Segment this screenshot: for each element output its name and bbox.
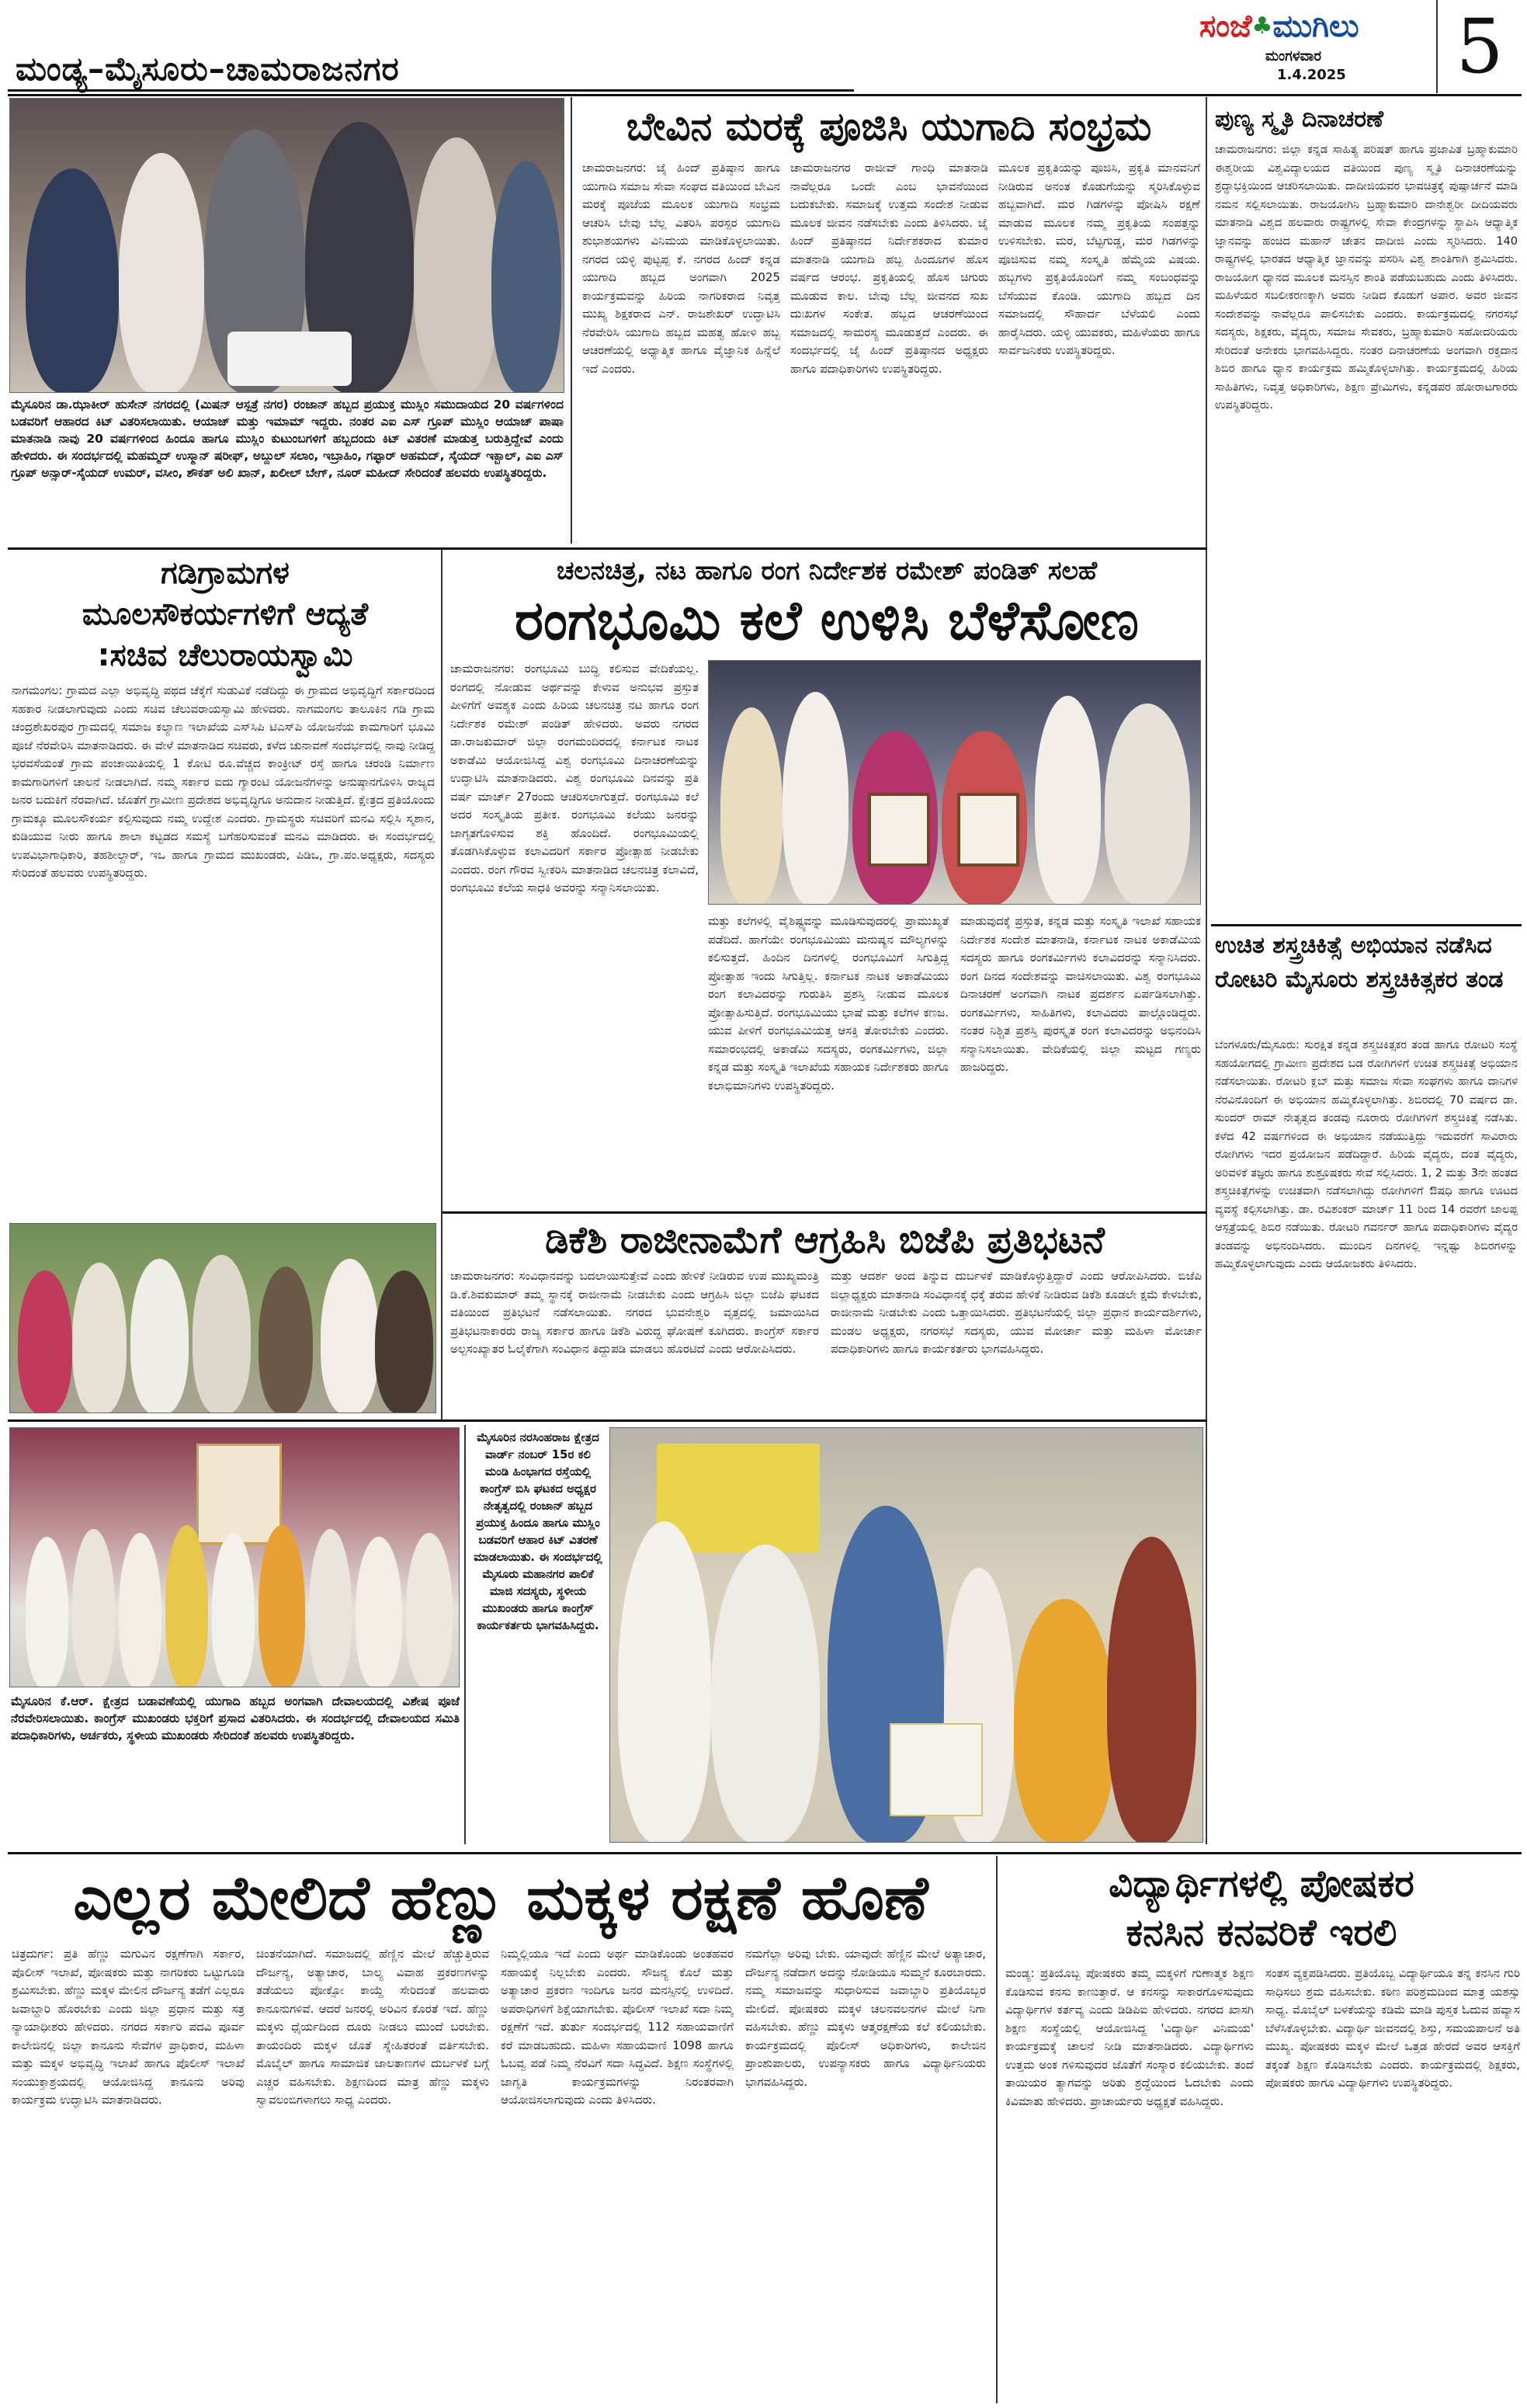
theatre-headline: ರಂಗಭೂಮಿ ಕಲೆ ಉಳಿಸಿ ಬೆಳೆಸೋಣ [514, 589, 1140, 652]
bhoomi-pooja-photo [9, 1223, 436, 1413]
village-body: ನಾಗಮಂಗಲ: ಗ್ರಾಮದ ಎಲ್ಲಾ ಅಭಿವೃದ್ಧಿ ಪಥದ ಚೆಕ್ಕೆಗೆ ಸುಡುವಿಕೆ ನಡೆದಿದ್ದು ಈ ಗ್ರಾಮದ ಅಭಿವೃದ್ಧಿಗೆ ಸರ್ಕಾರದಿಂದ ಸಹಕಾರ ನೀಡಲಾಗುವುದು ಎಂದು ಸಚಿವ ಚೆಲುವರಾಯಸ್ವಾಮಿ ಹೇಳಿದರು. ನಾಗಮಂಗಲ ತಾಲೂಕಿನ ಗಡಿ ಗ್ರಾಮ ಚಂದ್ರಶೇಖರಪುರ ಗ್ರಾಮದಲ್ಲಿ ಸಮಾಜ ಕಲ್ಯಾಣ ಇಲಾಖೆಯ ಎಸ್‌ಸಿಪಿ ಟಿಎಸ್‌ಪಿ ಯೋಜನೆಯ ಕಾಮಗಾರಿಗೆ ಭೂಮಿ ಪೂಜೆ ನೆರವೇರಿಸಿ ಮಾತನಾಡಿದರು. ಈ ವೇಳೆ ಮಾತನಾಡಿದ ಸಚಿವರು, ಕಳೆದ ಚುನಾವಣೆ ಸಂದರ್ಭದಲ್ಲಿ ನಾವು ನೀಡಿದ್ದ ಭರವಸೆಯಂತೆ ಗ್ರಾಮ ಪಂಚಾಯಿತಿಯಲ್ಲಿ 1 ಕೋಟಿ ರೂ.ವೆಚ್ಚದ ಕಾಂಕ್ರೀಟ್ ರಸ್ತೆ ಹಾಗೂ ಚರಂಡಿ ನಿರ್ಮಾಣ ಕಾಮಗಾರಿಗಳಿಗೆ ಚಾಲನೆ ನೀಡಲಾಗಿದೆ. ನಮ್ಮ ಸರ್ಕಾರ ಐದು ಗ್ಯಾರಂಟಿ ಯೋಜನೆಗಳನ್ನು ಅನುಷ್ಠಾನಗೊಳಿಸಿ ರಾಜ್ಯದ ಜನರ ಬದುಕಿಗೆ ನೆರವಾಗಿದೆ. ಜೊತೆಗೆ ಗ್ರಾಮೀಣ ಪ್ರದೇಶದ ಅಭಿವೃದ್ಧಿಗೂ ಅನುದಾನ ನೀಡುತ್ತಿದೆ. ಕ್ಷೇತ್ರದ ಪ್ರತಿಯೊಂದು ಗ್ರಾಮಕ್ಕೂ ಮೂಲಸೌಕರ್ಯ ಕಲ್ಪಿಸುವುದು ನಮ್ಮ ಉದ್ದೇಶ ಎಂದರು. ಗ್ರಾಮಸ್ಥರು ಸಚಿವರಿಗೆ ಮನವಿ ಸಲ್ಲಿಸಿ ಸ್ಮಶಾನ, ಕುಡಿಯುವ ನೀರು ಹಾಗೂ ಶಾಲಾ ಕಟ್ಟಡದ ಸಮಸ್ಯೆ ಬಗೆಹರಿಸುವಂತೆ ಮನವಿ ಮಾಡಿದರು. ಈ ಸಂದರ್ಭದಲ್ಲಿ ಉಪವಿಭಾಗಾಧಿಕಾರಿ, ತಹಶೀಲ್ದಾರ್, ಇಒ ಹಾಗೂ ಗ್ರಾಮದ ಮುಖಂಡರು, ಪಿಡಿಒ, ಗ್ರಾ.ಪಂ.ಅಧ್ಯಕ್ಷರು, ಸದಸ್ಯರು ಸೇರಿದಂತೆ ಹಲವರು ಉಪಸ್ಥಿತರಿದ್ದರು. [12, 683, 435, 880]
health-headline: ಉಚಿತ ಶಸ್ತ್ರಚಿಕಿತ್ಸೆ ಅಭಿಯಾನ ನಡೆಸಿದ ರೋಟರಿ ಮೈಸೂರು ಶಸ್ತ್ರಚಿಕಿತ್ಸಕರ ತಂಡ [1215, 932, 1504, 993]
column-rule [464, 1425, 466, 1844]
protest-column-2: ಮತ್ತು ಆದರ್ಶ ಅಂದ ತಿನ್ನುವ ದುರ್ಬಳಕೆ ಮಾಡಿಕೊಳ್ಳುತ್ತಿದ್ದಾರೆ ಎಂದು ಆರೋಪಿಸಿದರು. ಬಿಜೆಪಿ ಜಿಲ್ಲಾಧ್ಯಕ್ಷರು ಮಾತನಾಡಿ ಸಂವಿಧಾನಕ್ಕೆ ಧಕ್ಕೆ ತರುವ ಹೇಳಿಕೆ ನೀಡಿರುವ ಡಿಕೆಶಿ ಕೂಡಲೇ ಕ್ಷಮೆ ಕೇಳಬೇಕು, ರಾಜೀನಾಮೆ ನೀಡಬೇಕು ಎಂದು ಒತ್ತಾಯಿಸಿದರು. ಪ್ರತಿಭಟನೆಯಲ್ಲಿ ಜಿಲ್ಲಾ ಪ್ರಧಾನ ಕಾರ್ಯದರ್ಶಿಗಳು, ಮಂಡಲ ಅಧ್ಯಕ್ಷರು, ನಗರಸಭೆ ಸದಸ್ಯರು, ಯುವ ಮೋರ್ಚಾ ಮತ್ತು ಮಹಿಳಾ ಮೋರ್ಚಾ ಪದಾಧಿಕಾರಿಗಳು ಹಾಗೂ ಕಾರ್ಯಕರ್ತರು ಭಾಗವಹಿಸಿದ್ದರು. [831, 1269, 1202, 1356]
palm-tree-icon: ♣ [1251, 12, 1273, 40]
theatre-column-2: ಮತ್ತು ಕಲೆಗಳಲ್ಲಿ ವೈಶಿಷ್ಟ್ಯವನ್ನು ಮೂಡಿಸುವುದರಲ್ಲಿ ಪ್ರಾಮುಖ್ಯತೆ ಪಡೆದಿದೆ. ಹಾಗೆಯೇ ರಂಗಭೂಮಿಯು ಮನುಷ್ಯನ ಮೌಲ್ಯಗಳನ್ನು ಕಲಿಸುತ್ತದೆ. ಹಿಂದಿನ ದಿನಗಳಲ್ಲಿ ರಂಗಭೂಮಿಗೆ ಸಿಗುತ್ತಿದ್ದ ಪ್ರೋತ್ಸಾಹ ಇಂದು ಸಿಗುತ್ತಿಲ್ಲ. ಕರ್ನಾಟಕ ನಾಟಕ ಅಕಾಡೆಮಿಯು ರಂಗ ಕಲಾವಿದರನ್ನು ಗುರುತಿಸಿ ಪ್ರಶಸ್ತಿ ನೀಡುವ ಮೂಲಕ ಪ್ರೋತ್ಸಾಹಿಸುತ್ತಿದೆ. ರಂಗಭೂಮಿಯು ಭಾಷೆ ಮತ್ತು ಕಲೆಗಳ ಕಣಜ. ಯುವ ಪೀಳಿಗೆ ರಂಗಭೂಮಿಯತ್ತ ಆಸಕ್ತಿ ತೋರಬೇಕು ಎಂದರು. ಸಮಾರಂಭದಲ್ಲಿ ಅಕಾಡೆಮಿ ಸದಸ್ಯರು, ರಂಗಕರ್ಮಿಗಳು, ಜಿಲ್ಲಾ ಕನ್ನಡ ಮತ್ತು ಸಂಸ್ಕೃತಿ ಇಲಾಖೆಯ ಸಹಾಯಕ ನಿರ್ದೇಶಕರು ಹಾಗೂ ಕಲಾಭಿಮಾನಿಗಳು ಉಪಸ್ಥಿತರಿದ್ದರು. [708, 914, 949, 1093]
ugadi-column-2: ಚಾಮರಾಜನಗರ ರಾಜೀವ್ ಗಾಂಧಿ ಮಾತನಾಡಿ ನಾವೆಲ್ಲರೂ ಒಂದೇ ಎಂಬ ಭಾವನೆಯಿಂದ ಬದುಕಬೇಕು. ಸಮಾಜಕ್ಕೆ ಉತ್ತಮ ಸಂದೇಶ ನೀಡುವ ಮೂಲಕ ಜೀವನ ನಡೆಸಬೇಕು ಎಂದು ತಿಳಿಸಿದರು. ಜೈ ಹಿಂದ್ ಪ್ರತಿಷ್ಠಾನದ ನಿರ್ದೇಶಕರಾದ ಕುಮಾರ ಮಾತನಾಡಿ ಯುಗಾದಿ ಹಬ್ಬ ಹಿಂದೂಗಳ ಹೊಸ ವರ್ಷದ ಆರಂಭ. ಪ್ರಕೃತಿಯಲ್ಲಿ ಹೊಸ ಚಿಗುರು ಮೂಡುವ ಕಾಲ. ಬೇವು ಬೆಲ್ಲ ಜೀವನದ ಸುಖ ದುಃಖಗಳ ಸಂಕೇತ. ಹಬ್ಬದ ಆಚರಣೆಯಿಂದ ಸಮಾಜದಲ್ಲಿ ಸಾಮರಸ್ಯ ಮೂಡುತ್ತದೆ ಎಂದರು. ಈ ಸಂದರ್ಭದಲ್ಲಿ ಜೈ ಹಿಂದ್ ಪ್ರತಿಷ್ಠಾನದ ಅಧ್ಯಕ್ಷರು ಹಾಗೂ ಪದಾಧಿಕಾರಿಗಳು ಉಪಸ್ಥಿತರಿದ್ದರು. [790, 161, 988, 376]
students-column-1: ಮಂಡ್ಯ: ಪ್ರತಿಯೊಬ್ಬ ಪೋಷಕರು ತಮ್ಮ ಮಕ್ಕಳಿಗೆ ಗುಣಾತ್ಮಕ ಶಿಕ್ಷಣ ಕೊಡಿಸುವ ಕನಸು ಕಾಣುತ್ತಾರೆ. ಆ ಕನಸನ್ನು ಸಾಕಾರಗೊಳಿಸುವುದು ವಿದ್ಯಾರ್ಥಿಗಳ ಕರ್ತವ್ಯ ಎಂದು ಡಿಡಿಪಿಐ ಹೇಳಿದರು. ನಗರದ ಖಾಸಗಿ ಶಿಕ್ಷಣ ಸಂಸ್ಥೆಯಲ್ಲಿ ಆಯೋಜಿಸಿದ್ದ 'ವಿದ್ಯಾರ್ಥಿ ವಿನಿಮಯ' ಕಾರ್ಯಕ್ರಮಕ್ಕೆ ಚಾಲನೆ ನೀಡಿ ಮಾತನಾಡಿದರು. ವಿದ್ಯಾರ್ಥಿಗಳು ಉತ್ತಮ ಅಂಕ ಗಳಿಸುವುದರ ಜೊತೆಗೆ ಸಂಸ್ಕಾರ ಕಲಿಯಬೇಕು. ತಂದೆ ತಾಯಿಯರ ತ್ಯಾಗವನ್ನು ಅರಿತು ಶ್ರದ್ಧೆಯಿಂದ ಓದಬೇಕು ಎಂದು ಕಿವಿಮಾತು ಹೇಳಿದರು. ಪ್ರಾಚಾರ್ಯರು ಅಧ್ಯಕ್ಷತೆ ವಹಿಸಿದ್ದರು. [1005, 1966, 1254, 2108]
section-title: ಮಂಡ್ಯ–ಮೈಸೂರು–ಚಾಮರಾಜನಗರ [8, 47, 854, 92]
sidebar-rule [1206, 97, 1207, 1844]
ugadi-column-1: ಚಾಮರಾಜನಗರ: ಜೈ ಹಿಂದ್ ಪ್ರತಿಷ್ಠಾನ ಹಾಗೂ ಯುಗಾದಿ ಸಮಾಜ ಸೇವಾ ಸಂಘದ ವತಿಯಿಂದ ಬೇವಿನ ಮರಕ್ಕೆ ಪೂಜೆಯ ಮೂಲಕ ಯುಗಾದಿ ಸಂಭ್ರಮ ಆಚರಿಸಿ ಬೇವು ಬೆಲ್ಲ ವಿತರಿಸಿ ಪರಸ್ಪರ ಯುಗಾದಿ ಶುಭಾಶಯಗಳು ವಿನಿಮಯ ಮಾಡಿಕೊಳ್ಳಲಾಯಿತು. ನಗರದ ಯಳ್ಳಿ ಪುಟ್ಟಪ್ಪ ಕೆ. ನಗರದ ಹಿಂದ್ ಕನ್ನಡ ಯುಗಾದಿ ಹಬ್ಬದ ಅಂಗವಾಗಿ 2025 ಕಾರ್ಯಕ್ರಮವನ್ನು ಹಿರಿಯ ನಾಗರಿಕರಾದ ನಿವೃತ್ತ ಮುಖ್ಯ ಶಿಕ್ಷಕರಾದ ಎನ್. ರಾಜಶೇಖರ್ ಉದ್ಘಾಟಿಸಿ ನೆರವೇರಿಸಿ ಯುಗಾದಿ ಹಬ್ಬದ ಮಹತ್ವ ಹೋಳಿ ಹಬ್ಬ ಆಚರಣೆಯಲ್ಲಿ ಅಧ್ಯಾತ್ಮಿಕ ಹಾಗೂ ವೈಜ್ಞಾನಿಕ ಹಿನ್ನೆಲೆ ಇದೆ ಎಂದರು. [582, 161, 780, 376]
theatre-award-photo [708, 660, 1201, 905]
health-body: ಬೆಂಗಳೂರು/ಮೈಸೂರು: ಸುರಕ್ಷಿತ ಕನ್ನಡ ಶಸ್ತ್ರಚಿಕಿತ್ಸಕರ ತಂಡ ಹಾಗೂ ರೋಟರಿ ಸಂಸ್ಥೆ ಸಹಯೋಗದಲ್ಲಿ ಗ್ರಾಮೀಣ ಪ್ರದೇಶದ ಬಡ ರೋಗಿಗಳಿಗೆ ಉಚಿತ ಶಸ್ತ್ರಚಿಕಿತ್ಸೆ ಅಭಿಯಾನ ನಡೆಸಲಾಯಿತು. ರೋಟರಿ ಕ್ಲಬ್ ಮತ್ತು ಸಮಾಜ ಸೇವಾ ಸಂಘಗಳು ಹಾಗೂ ದಾನಿಗಳ ನೆರವಿನೊಂದಿಗೆ ಈ ಅಭಿಯಾನ ಹಮ್ಮಿಕೊಳ್ಳಲಾಗಿತ್ತು. ಶಿಬಿರದಲ್ಲಿ 70 ವರ್ಷದ ಡಾ. ಸುಂದರ್ ರಾಮ್ ನೇತೃತ್ವದ ತಂಡವು ನೂರಾರು ರೋಗಿಗಳಿಗೆ ಶಸ್ತ್ರಚಿಕಿತ್ಸೆ ನಡೆಸಿತು. ಕಳೆದ 42 ವರ್ಷಗಳಿಂದ ಈ ಅಭಿಯಾನ ನಡೆಯುತ್ತಿದ್ದು ಇದುವರೆಗೆ ಸಾವಿರಾರು ರೋಗಿಗಳು ಇದರ ಪ್ರಯೋಜನ ಪಡೆದಿದ್ದಾರೆ. ಹಿರಿಯ ವೈದ್ಯರು, ದಂತ ವೈದ್ಯರು, ಅರಿವಳಿಕೆ ತಜ್ಞರು ಹಾಗೂ ಶುಶ್ರೂಷಕರು ಸೇವೆ ಸಲ್ಲಿಸಿದರು. 1, 2 ಮತ್ತು 3ನೇ ಹಂತದ ಶಸ್ತ್ರಚಿಕಿತ್ಸೆಗಳನ್ನು ಉಚಿತವಾಗಿ ನಡೆಸಲಾಗಿದ್ದು ರೋಗಿಗಳಿಗೆ ಔಷಧಿ ಹಾಗೂ ಊಟದ ವ್ಯವಸ್ಥೆ ಕಲ್ಪಿಸಲಾಗಿತ್ತು. ಡಾ. ರವಿಶಂಕರ್ ಮಾರ್ಚ್ 11 ರಿಂದ 14 ರವರೆಗೆ ಜಾಲಪ್ಪ ಆಸ್ಪತ್ರೆಯಲ್ಲಿ ಶಿಬಿರ ನಡೆಯಿತು. ರೋಟರಿ ಗವರ್ನರ್ ಹಾಗೂ ಪದಾಧಿಕಾರಿಗಳು ವೈದ್ಯರ ತಂಡವನ್ನು ಅಭಿನಂದಿಸಿದರು. ಮುಂದಿನ ದಿನಗಳಲ್ಲಿ ಇನ್ನಷ್ಟು ಶಿಬಿರಗಳನ್ನು ಹಮ್ಮಿಕೊಳ್ಳಲಾಗುವುದು ಎಂದು ಆಯೋಜಕರು ತಿಳಿಸಿದರು. [1215, 1039, 1518, 1270]
students-column-2: ಸಂತಸ ವ್ಯಕ್ತಪಡಿಸಿದರು. ಪ್ರತಿಯೊಬ್ಬ ವಿದ್ಯಾರ್ಥಿಯೂ ತನ್ನ ಕನಸಿನ ಗುರಿ ಸಾಧಿಸಲು ಶ್ರಮ ವಹಿಸಬೇಕು. ಕಠಿಣ ಪರಿಶ್ರಮದಿಂದ ಮಾತ್ರ ಯಶಸ್ಸು ಸಾಧ್ಯ. ಮೊಬೈಲ್ ಬಳಕೆಯನ್ನು ಕಡಿಮೆ ಮಾಡಿ ಪುಸ್ತಕ ಓದುವ ಹವ್ಯಾಸ ಬೆಳೆಸಿಕೊಳ್ಳಬೇಕು. ವಿದ್ಯಾರ್ಥಿ ಜೀವನದಲ್ಲಿ ಶಿಸ್ತು, ಸಮಯಪಾಲನೆ ಅತಿ ಮುಖ್ಯ. ಪೋಷಕರು ಮಕ್ಕಳ ಮೇಲೆ ಒತ್ತಡ ಹೇರದೆ ಅವರ ಆಸಕ್ತಿಗೆ ತಕ್ಕಂತೆ ಶಿಕ್ಷಣ ಕೊಡಿಸಬೇಕು ಎಂದರು. ಕಾರ್ಯಕ್ರಮದಲ್ಲಿ ಶಿಕ್ಷಕರು, ಪೋಷಕರು ಹಾಗೂ ವಿದ್ಯಾರ್ಥಿಗಳು ಉಪಸ್ಥಿತರಿದ್ದರು. [1265, 1966, 1520, 2090]
column-rule [571, 97, 572, 544]
section-rule [8, 1852, 1522, 1854]
weekday: ಮಂಗಳವಾರ [1265, 48, 1322, 64]
village-headline-1: ಗಡಿಗ್ರಾಮಗಳ [161, 555, 290, 591]
newspaper-logo [1199, 6, 1378, 47]
tribute-headline: ಪುಣ್ಯ ಸ್ಮೃತಿ ದಿನಾಚರಣೆ [1215, 106, 1383, 133]
sidebar-rule [1211, 924, 1522, 926]
temple-event-photo [9, 1427, 460, 1687]
section-rule [442, 1211, 1207, 1214]
kit-distribution-caption: ಮೈಸೂರಿನ ನರಸಿಂಹರಾಜ ಕ್ಷೇತ್ರದ ವಾರ್ಡ್ ನಂಬರ್ 15ರ ಕಲಿ ಮಂಡಿ ಹಿಂಭಾಗದ ರಸ್ತೆಯಲ್ಲಿ ಕಾಂಗ್ರೆಸ್ ಬಿಸಿ ಘಟಕದ ಅಧ್ಯಕ್ಷರ ನೇತೃತ್ವದಲ್ಲಿ ರಂಜಾನ್ ಹಬ್ಬದ ಪ್ರಯುಕ್ತ ಹಿಂದೂ ಹಾಗೂ ಮುಸ್ಲಿಂ ಬಡವರಿಗೆ ಆಹಾರ ಕಿಟ್ ವಿತರಣೆ ಮಾಡಲಾಯಿತು. ಈ ಸಂದರ್ಭದಲ್ಲಿ ಮೈಸೂರು ಮಹಾನಗರ ಪಾಲಿಕೆ ಮಾಜಿ ಸದಸ್ಯರು, ಸ್ಥಳೀಯ ಮುಖಂಡರು ಹಾಗೂ ಕಾಂಗ್ರೆಸ್ ಕಾರ್ಯಕರ್ತರು ಭಾಗವಹಿಸಿದ್ದರು. [474, 1430, 602, 1632]
ramzan-kit-photo [9, 98, 564, 393]
tribute-body: ಚಾಮರಾಜನಗರ: ಜಿಲ್ಲಾ ಕನ್ನಡ ಸಾಹಿತ್ಯ ಪರಿಷತ್ ಹಾಗೂ ಪ್ರಜಾಪಿತ ಬ್ರಹ್ಮಾಕುಮಾರಿ ಈಶ್ವರೀಯ ವಿಶ್ವವಿದ್ಯಾಲಯದ ವತಿಯಿಂದ ಪುಣ್ಯ ಸ್ಮೃತಿ ದಿನಾಚರಣೆಯನ್ನು ಶ್ರದ್ಧಾಭಕ್ತಿಯಿಂದ ಆಚರಿಸಲಾಯಿತು. ದಾದೀಜಿಯವರ ಭಾವಚಿತ್ರಕ್ಕೆ ಪುಷ್ಪಾರ್ಚನೆ ಮಾಡಿ ನಮನ ಸಲ್ಲಿಸಲಾಯಿತು. ರಾಜಯೋಗಿನಿ ಬ್ರಹ್ಮಾಕುಮಾರಿ ದಾನೇಶ್ವರೀ ದೀದಿಯವರು ಮಾತನಾಡಿ ವಿಶ್ವದ ಹಲವಾರು ರಾಷ್ಟ್ರಗಳಲ್ಲಿ ಸೇವಾ ಕೇಂದ್ರಗಳನ್ನು ಸ್ಥಾಪಿಸಿ ಆಧ್ಯಾತ್ಮಿಕ ಜ್ಞಾನವನ್ನು ಹಂಚಿದ ಮಹಾನ್ ಚೇತನ ದಾದೀಜಿ ಎಂದು ಸ್ಮರಿಸಿದರು. 140 ರಾಷ್ಟ್ರಗಳಲ್ಲಿ ಭಾರತದ ಆಧ್ಯಾತ್ಮಿಕ ಜ್ಞಾನವನ್ನು ಪಸರಿಸಿ ವಿಶ್ವ ಶಾಂತಿಗಾಗಿ ಶ್ರಮಿಸಿದರು. ರಾಜಯೋಗ ಧ್ಯಾನದ ಮೂಲಕ ಮನಸ್ಸಿನ ಶಾಂತಿ ಪಡೆಯಬಹುದು ಎಂದು ತಿಳಿಸಿದರು. ಮಹಿಳೆಯರ ಸಬಲೀಕರಣಕ್ಕಾಗಿ ಅವರು ನೀಡಿದ ಕೊಡುಗೆ ಅಪಾರ. ಅವರ ಜೀವನ ಸಂದೇಶವನ್ನು ನಾವೆಲ್ಲರೂ ಪಾಲಿಸಬೇಕು ಎಂದರು. ಕಾರ್ಯಕ್ರಮದಲ್ಲಿ ನಗರಸಭೆ ಸದಸ್ಯರು, ಶಿಕ್ಷಕರು, ವೈದ್ಯರು, ಸಮಾಜ ಸೇವಕರು, ಬ್ರಹ್ಮಾಕುಮಾರಿ ಸಹೋದರಿಯರು ಸೇರಿದಂತೆ ಅನೇಕರು ಭಾಗವಹಿಸಿದ್ದರು. ನಂತರ ದಿನಾಚರಣೆಯ ಅಂಗವಾಗಿ ರಕ್ತದಾನ ಶಿಬಿರ ಹಾಗೂ ಧ್ಯಾನ ಕಾರ್ಯಕ್ರಮ ಹಮ್ಮಿಕೊಳ್ಳಲಾಗಿತ್ತು. ಕಾರ್ಯಕ್ರಮದಲ್ಲಿ ಹಿರಿಯ ಸಾಹಿತಿಗಳು, ನಿವೃತ್ತ ಅಧಿಕಾರಿಗಳು, ಶಿಕ್ಷಣ ಪ್ರೇಮಿಗಳು, ಕನ್ನಡಪರ ಹೋರಾಟಗಾರರು ಉಪಸ್ಥಿತರಿದ್ದರು. [1215, 144, 1518, 412]
village-headline-2: ಮೂಲಸೌಕರ್ಯಗಳಿಗೆ ಆದ್ಯತೆ [82, 596, 369, 632]
masthead-rule [8, 94, 1522, 96]
kit-distribution-photo [609, 1427, 1203, 1843]
protest-column-1: ಚಾಮರಾಜನಗರ: ಸಂವಿಧಾನವನ್ನು ಬದಲಾಯಿಸುತ್ತೇವೆ ಎಂದು ಹೇಳಿಕೆ ನೀಡಿರುವ ಉಪ ಮುಖ್ಯಮಂತ್ರಿ ಡಿ.ಕೆ.ಶಿವಕುಮಾರ್ ತಮ್ಮ ಸ್ಥಾನಕ್ಕೆ ರಾಜೀನಾಮೆ ನೀಡಬೇಕು ಎಂದು ಆಗ್ರಹಿಸಿ ಜಿಲ್ಲಾ ಬಿಜೆಪಿ ಘಟಕದ ವತಿಯಿಂದ ಪ್ರತಿಭಟನೆ ನಡೆಸಲಾಯಿತು. ನಗರದ ಭುವನೇಶ್ವರಿ ವೃತ್ತದಲ್ಲಿ ಜಮಾಯಿಸಿದ ಪ್ರತಿಭಟನಾಕಾರರು ರಾಜ್ಯ ಸರ್ಕಾರ ಹಾಗೂ ಡಿಕೆಶಿ ವಿರುದ್ಧ ಘೋಷಣೆ ಕೂಗಿದರು. ಕಾಂಗ್ರೆಸ್ ಸರ್ಕಾರ ಅಲ್ಪಸಂಖ್ಯಾತರ ಓಲೈಕೆಗಾಗಿ ಸಂವಿಧಾನ ತಿದ್ದುಪಡಿ ಮಾಡಲು ಹೊರಟಿದೆ ಎಂದು ಆರೋಪಿಸಿದರು. [450, 1269, 819, 1356]
women-safety-column-3: ನಿಮ್ಮಲ್ಲಿಯೂ ಇದೆ ಎಂದು ಅರ್ಥ ಮಾಡಿಕೊಂಡು ಅಂತಹವರ ಸಹಾಯಕ್ಕೆ ನಿಲ್ಲಬೇಕು ಎಂದರು. ಸೌಜನ್ಯ ಕೊಲೆ ಮತ್ತು ಅತ್ಯಾಚಾರ ಪ್ರಕರಣ ಇಂದಿಗೂ ಜನರ ಮನಸ್ಸಿನಲ್ಲಿ ಉಳಿದಿದೆ. ಅಪರಾಧಿಗಳಿಗೆ ಶಿಕ್ಷೆಯಾಗಬೇಕು. ಪೊಲೀಸ್ ಇಲಾಖೆ ಸದಾ ನಿಮ್ಮ ರಕ್ಷಣೆಗೆ ಇದೆ. ತುರ್ತು ಸಂದರ್ಭದಲ್ಲಿ 112 ಸಹಾಯವಾಣಿಗೆ ಕರೆ ಮಾಡಬಹುದು. ಮಹಿಳಾ ಸಹಾಯವಾಣಿ 1098 ಹಾಗೂ ಓಬವ್ವ ಪಡೆ ನಿಮ್ಮ ನೆರವಿಗೆ ಸದಾ ಸಿದ್ಧವಿದೆ. ಶಿಕ್ಷಣ ಸಂಸ್ಥೆಗಳಲ್ಲಿ ಜಾಗೃತಿ ಕಾರ್ಯಕ್ರಮಗಳನ್ನು ನಿರಂತರವಾಗಿ ಆಯೋಜಿಸಲಾಗುವುದು ಎಂದು ತಿಳಿಸಿದರು. [501, 1947, 734, 2107]
theatre-column-3: ಮಾಡುವುದಕ್ಕೆ ಪ್ರಸ್ತುತ, ಕನ್ನಡ ಮತ್ತು ಸಂಸ್ಕೃತಿ ಇಲಾಖೆ ಸಹಾಯಕ ನಿರ್ದೇಶಕ ಸಂದೇಶ ಮಾತನಾಡಿ, ಕರ್ನಾಟಕ ನಾಟಕ ಅಕಾಡೆಮಿಯ ಸದಸ್ಯರು ಹಾಗೂ ರಂಗಕರ್ಮಿಗಳು ಕಲಾವಿದರನ್ನು ಸನ್ಮಾನಿಸಿದರು. ರಂಗ ದಿನದ ಸಂದೇಶವನ್ನು ವಾಚಿಸಲಾಯಿತು. ವಿಶ್ವ ರಂಗಭೂಮಿ ದಿನಾಚರಣೆ ಅಂಗವಾಗಿ ನಾಟಕ ಪ್ರದರ್ಶನ ಏರ್ಪಡಿಸಲಾಗಿತ್ತು. ರಂಗಕರ್ಮಿಗಳು, ಸಾಹಿತಿಗಳು, ಕಲಾವಿದರು ಪಾಲ್ಗೊಂಡಿದ್ದರು. ನಂತರ ನಿಶ್ಚಿತ ಪ್ರಶಸ್ತಿ ಪುರಸ್ಕೃತ ರಂಗ ಕಲಾವಿದರನ್ನು ಅಭಿನಂದಿಸಿ ಸನ್ಮಾನಿಸಲಾಯಿತು. ವೇದಿಕೆಯಲ್ಲಿ ಜಿಲ್ಲಾ ಮಟ್ಟದ ಗಣ್ಯರು ಹಾಜರಿದ್ದರು. [960, 914, 1201, 1074]
temple-event-caption: ಮೈಸೂರಿನ ಕೆ.ಆರ್. ಕ್ಷೇತ್ರದ ಬಡಾವಣೆಯಲ್ಲಿ ಯುಗಾದಿ ಹಬ್ಬದ ಅಂಗವಾಗಿ ದೇವಾಲಯದಲ್ಲಿ ವಿಶೇಷ ಪೂಜೆ ನೆರವೇರಿಸಲಾಯಿತು. ಕಾಂಗ್ರೆಸ್ ಮುಖಂಡರು ಭಕ್ತರಿಗೆ ಪ್ರಸಾದ ವಿತರಿಸಿದರು. ಈ ಸಂದರ್ಭದಲ್ಲಿ ದೇವಾಲಯದ ಸಮಿತಿ ಪದಾಧಿಕಾರಿಗಳು, ಅರ್ಚಕರು, ಸ್ಥಳೀಯ ಮುಖಂಡರು ಸೇರಿದಂತೆ ಹಲವರು ಉಪಸ್ಥಿತರಿದ್ದರು. [11, 1694, 460, 1743]
section-rule [8, 1419, 1207, 1422]
ugadi-headline: ಬೇವಿನ ಮರಕ್ಕೆ ಪೂಜಿಸಿ ಯುಗಾದಿ ಸಂಭ್ರಮ [626, 104, 1152, 149]
women-safety-column-2: ಚಿಂತನೆಯಾಗಿದೆ. ಸಮಾಜದಲ್ಲಿ ಹೆಣ್ಣಿನ ಮೇಲೆ ಹೆಚ್ಚುತ್ತಿರುವ ದೌರ್ಜನ್ಯ, ಅತ್ಯಾಚಾರ, ಬಾಲ್ಯ ವಿವಾಹ ಪ್ರಕರಣಗಳನ್ನು ತಡೆಯಲು ಪೋಕ್ಸೋ ಕಾಯ್ದೆ ಸೇರಿದಂತೆ ಹಲವಾರು ಕಾನೂನುಗಳಿವೆ. ಆದರೆ ಜನರಲ್ಲಿ ಅರಿವಿನ ಕೊರತೆ ಇದೆ. ಹೆಣ್ಣು ಮಕ್ಕಳು ಧೈರ್ಯದಿಂದ ದೂರು ನೀಡಲು ಮುಂದೆ ಬರಬೇಕು. ತಾಯಂದಿರು ಮಕ್ಕಳ ಜೊತೆ ಸ್ನೇಹಿತರಂತೆ ವರ್ತಿಸಬೇಕು. ಮೊಬೈಲ್ ಹಾಗೂ ಸಾಮಾಜಿಕ ಜಾಲತಾಣಗಳ ದುರ್ಬಳಕೆ ಬಗ್ಗೆ ಎಚ್ಚರ ವಹಿಸಬೇಕು. ಶಿಕ್ಷಣದಿಂದ ಮಾತ್ರ ಹೆಣ್ಣು ಮಕ್ಕಳು ಸ್ವಾವಲಂಬಿಗಳಾಗಲು ಸಾಧ್ಯ ಎಂದರು. [256, 1947, 489, 2107]
village-headline-3: :ಸಚಿವ ಚೆಲುರಾಯಸ್ವಾಮಿ [97, 638, 353, 673]
publication-date: 1.4.2025 [1277, 67, 1346, 83]
protest-headline: ಡಿಕೆಶಿ ರಾಜೀನಾಮೆಗೆ ಆಗ್ರಹಿಸಿ ಬಿಜೆಪಿ ಪ್ರತಿಭಟನೆ [545, 1218, 1105, 1262]
students-headline-2: ಕನಸಿನ ಕನವರಿಕೆ ಇರಲಿ [1126, 1911, 1397, 1955]
column-rule [996, 1856, 998, 2403]
theatre-column-1: ಚಾಮರಾಜನಗರ: ರಂಗಭೂಮಿ ಬುದ್ಧಿ ಕಲಿಸುವ ವೇದಿಕೆಯಲ್ಲ. ರಂಗದಲ್ಲಿ ನೋಡುವ ಅರ್ಥವನ್ನು ಕೇಳುವ ಅನುಭವ ಪ್ರಸ್ತುತ ಪೀಳಿಗೆಗೆ ಅವಶ್ಯಕ ಎಂದು ಹಿರಿಯ ಚಲನಚಿತ್ರ ನಟ ಹಾಗೂ ರಂಗ ನಿರ್ದೇಶಕ ರಮೇಶ್ ಪಂಡಿತ್ ಹೇಳಿದರು. ಅವರು ನಗರದ ಡಾ.ರಾಜಕುಮಾರ್ ಜಿಲ್ಲಾ ರಂಗಮಂದಿರದಲ್ಲಿ ಕರ್ನಾಟಕ ನಾಟಕ ಅಕಾಡೆಮಿ ಆಯೋಜಿಸಿದ್ದ ವಿಶ್ವ ರಂಗಭೂಮಿ ದಿನಾಚರಣೆಯನ್ನು ಉದ್ಘಾಟಿಸಿ ಮಾತನಾಡಿದರು. ವಿಶ್ವ ರಂಗಭೂಮಿ ದಿನವನ್ನು ಪ್ರತಿ ವರ್ಷ ಮಾರ್ಚ್ 27ರಂದು ಆಚರಿಸಲಾಗುತ್ತದೆ. ರಂಗಭೂಮಿ ಕಲೆ ಅದರ ಸಂಸ್ಕೃತಿಯ ಪ್ರತೀಕ. ರಂಗಭೂಮಿ ಕಲೆಯು ಜನರನ್ನು ಜಾಗೃತಗೊಳಿಸುವ ಶಕ್ತಿ ಹೊಂದಿದೆ. ರಂಗಭೂಮಿಯಲ್ಲಿ ತೊಡಗಿಸಿಕೊಳ್ಳುವ ಕಲಾವಿದರಿಗೆ ಸರ್ಕಾರ ಪ್ರೋತ್ಸಾಹ ನೀಡಬೇಕು ಎಂದರು. ರಂಗ ಗೌರವ ಸ್ವೀಕರಿಸಿ ಮಾತನಾಡಿದ ಚಲನಚಿತ್ರ ಕಲಾವಿದೆ, ರಂಗಭೂಮಿ ಕಲೆಯ ಸಾಧಕಿ ಅವರನ್ನು ಸನ್ಮಾನಿಸಲಾಯಿತು. [450, 662, 699, 895]
ugadi-column-3: ಮೂಲಕ ಪ್ರಕೃತಿಯನ್ನು ಪೂಜಿಸಿ, ಪ್ರಕೃತಿ ಮಾನವನಿಗೆ ನೀಡಿರುವ ಅನಂತ ಕೊಡುಗೆಯನ್ನು ಸ್ಮರಿಸಿಕೊಳ್ಳುವ ಹಬ್ಬವಾಗಿದೆ. ಮರ ಗಿಡಗಳನ್ನು ಪೋಷಿಸಿ ರಕ್ಷಣೆ ಮಾಡುವ ಮೂಲಕ ನಮ್ಮ ಪ್ರಕೃತಿಯ ಸಂಪತ್ತನ್ನು ಉಳಿಸಬೇಕು. ಮರ, ಬೆಟ್ಟಗುಡ್ಡ, ಮರ ಗಿಡಗಳನ್ನು ಪೂಜಿಸುವ ನಮ್ಮ ಸಂಸ್ಕೃತಿ ಹೆಮ್ಮೆಯ ವಿಷಯ. ಹಬ್ಬಗಳು ಪ್ರಕೃತಿಯೊಂದಿಗೆ ನಮ್ಮ ಸಂಬಂಧವನ್ನು ಬೆಸೆಯುವ ಕೊಂಡಿ. ಯುಗಾದಿ ಹಬ್ಬದ ದಿನ ಸಮಾಜದಲ್ಲಿ ಸೌಹಾರ್ದ ಬೆಳೆಯಲಿ ಎಂದು ಹಾರೈಸಿದರು. ಯಳ್ಳಿ ಯುವಕರು, ಮಹಿಳೆಯರು ಹಾಗೂ ಸಾರ್ವಜನಿಕರು ಉಪಸ್ಥಿತರಿದ್ದರು. [998, 161, 1200, 357]
women-safety-column-1: ಚಿತ್ರದುರ್ಗ: ಪ್ರತಿ ಹೆಣ್ಣು ಮಗುವಿನ ರಕ್ಷಣೆಗಾಗಿ ಸರ್ಕಾರ, ಪೊಲೀಸ್ ಇಲಾಖೆ, ಪೋಷಕರು ಮತ್ತು ನಾಗರಿಕರು ಒಟ್ಟುಗೂಡಿ ಶ್ರಮಿಸಬೇಕು. ಹೆಣ್ಣು ಮಕ್ಕಳ ಮೇಲಿನ ದೌರ್ಜನ್ಯ ತಡೆಗೆ ಎಲ್ಲರೂ ಜವಾಬ್ದಾರಿ ಹೊರಬೇಕು ಎಂದು ಜಿಲ್ಲಾ ಪ್ರಧಾನ ಮತ್ತು ಸತ್ರ ನ್ಯಾಯಾಧೀಶರು ಹೇಳಿದರು. ನಗರದ ಸರ್ಕಾರಿ ಪದವಿ ಪೂರ್ವ ಕಾಲೇಜಿನಲ್ಲಿ ಜಿಲ್ಲಾ ಕಾನೂನು ಸೇವೆಗಳ ಪ್ರಾಧಿಕಾರ, ಮಹಿಳಾ ಮತ್ತು ಮಕ್ಕಳ ಅಭಿವೃದ್ಧಿ ಇಲಾಖೆ ಹಾಗೂ ಪೊಲೀಸ್ ಇಲಾಖೆ ಸಂಯುಕ್ತಾಶ್ರಯದಲ್ಲಿ ಆಯೋಜಿಸಿದ್ದ ಕಾನೂನು ಅರಿವು ಕಾರ್ಯಕ್ರಮ ಉದ್ಘಾಟಿಸಿ ಮಾತನಾಡಿದರು. [12, 1947, 245, 2107]
ramzan-kit-caption: ಮೈಸೂರಿನ ಡಾ.ಝಾಕೀರ್ ಹುಸೇನ್ ನಗರದಲ್ಲಿ (ಮಿಷನ್ ಆಸ್ಪತ್ರೆ ನಗರ) ರಂಜಾನ್ ಹಬ್ಬದ ಪ್ರಯುಕ್ತ ಮುಸ್ಲಿಂ ಸಮುದಾಯದ 20 ವರ್ಷಗಳಿಂದ ಬಡವರಿಗೆ ಆಹಾರದ ಕಿಟ್ ವಿತರಿಸಲಾಯಿತು. ಆಯಾಜ್ ಮತ್ತು ಇಮಾಮ್ ಇದ್ದರು. ನಂತರ ಎಐ ಎಸ್ ಗ್ರೂಪ್ ಮುಸ್ಲಿಂ ಆಯಾಜ್ ಪಾಷಾ ಮಾತನಾಡಿ ನಾವು 20 ವರ್ಷಗಳಿಂದ ಹಿಂದೂ ಹಾಗೂ ಮುಸ್ಲಿಂ ಕುಟುಂಬಗಳಿಗೆ ಹಬ್ಬದಂದು ಕಿಟ್ ವಿತರಣೆ ಮಾಡುತ್ತ ಬರುತ್ತಿದ್ದೇವೆ ಎಂದು ಹೇಳಿದರು. ಈ ಸಂದರ್ಭದಲ್ಲಿ ಮಹಮ್ಮದ್ ಉಸ್ಮಾನ್ ಷರೀಫ್, ಅಬ್ದುಲ್ ಸಲಾಂ, ಇಬ್ರಾಹಿಂ, ಗಫ್ಫಾರ್ ಅಹಮದ್, ಸೈಯದ್ ಇಕ್ಬಾಲ್, ಎಐ ಎಸ್ ಗ್ರೂಪ್ ಅನ್ಸಾರ್-ಸೈಯದ್ ಉಮರ್, ವಸೀಂ, ಶೌಕತ್ ಅಲಿ ಖಾನ್, ಖಲೀಲ್ ಬೇಗ್, ನೂರ್ ಮಹೀದ್ ಸೇರಿದಂತೆ ಹಲವರು ಉಪಸ್ಥಿತರಿದ್ದರು. [11, 398, 564, 480]
students-headline-1: ವಿದ್ಯಾರ್ಥಿಗಳಲ್ಲಿ ಪೋಷಕರ [1109, 1862, 1414, 1906]
section-rule [8, 547, 1207, 550]
column-rule [441, 550, 442, 1419]
women-safety-headline: ಎಲ್ಲರ ಮೇಲಿದೆ ಹೆಣ್ಣು ಮಕ್ಕಳ ರಕ್ಷಣೆ ಹೊಣೆ [73, 1864, 928, 1934]
logo-part1: ಸಂಜೆ [1199, 9, 1252, 44]
women-safety-column-4: ನಮಗೆಲ್ಲಾ ಅರಿವು ಬೇಕು. ಯಾವುದೇ ಹೆಣ್ಣಿನ ಮೇಲೆ ಅತ್ಯಾಚಾರ, ದೌರ್ಜನ್ಯ ನಡೆದಾಗ ಅದನ್ನು ನೋಡಿಯೂ ಸುಮ್ಮನೆ ಕೂರಬಾರದು. ನಮ್ಮ ಸಮಾಜವನ್ನು ಸುಧಾರಿಸುವ ಜವಾಬ್ದಾರಿ ಪ್ರತಿಯೊಬ್ಬರ ಮೇಲಿದೆ. ಪೋಷಕರು ಮಕ್ಕಳ ಚಲನವಲನಗಳ ಮೇಲೆ ನಿಗಾ ವಹಿಸಬೇಕು. ಹೆಣ್ಣು ಮಕ್ಕಳು ಆತ್ಮರಕ್ಷಣೆಯ ಕಲೆ ಕಲಿಯಬೇಕು. ಕಾರ್ಯಕ್ರಮದಲ್ಲಿ ಪೊಲೀಸ್ ಅಧಿಕಾರಿಗಳು, ಕಾಲೇಜಿನ ಪ್ರಾಂಶುಪಾಲರು, ಉಪನ್ಯಾಸಕರು ಹಾಗೂ ವಿದ್ಯಾರ್ಥಿನಿಯರು ಭಾಗವಹಿಸಿದ್ದರು. [745, 1947, 986, 2089]
page-number: 5 [1436, 0, 1522, 93]
logo-part2: ಮುಗಿಲು [1272, 9, 1359, 44]
theatre-kicker: ಚಲನಚಿತ್ರ, ನಟ ಹಾಗೂ ರಂಗ ನಿರ್ದೇಶಕ ರಮೇಶ್ ಪಂಡಿತ್ ಸಲಹೆ [556, 555, 1098, 585]
